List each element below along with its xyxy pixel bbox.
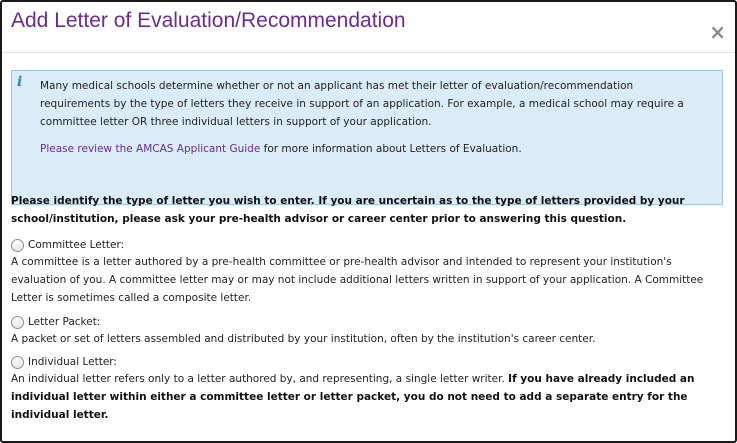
option-individual-letter[interactable] — [11, 354, 117, 370]
info-link-line — [40, 140, 522, 158]
info-box — [11, 70, 723, 205]
modal-header — [2, 2, 735, 53]
info-text: Many medical schools determine whether or not an applicant has met their letter of evaluation/recommendation requirements by the type of letters they receive in support of an application. For example, a medical school may require a committee letter OR three individual letters in support of your application. — [40, 80, 684, 128]
committee-letter-label[interactable]: Committee Letter: — [28, 239, 125, 251]
info-icon: i — [17, 74, 23, 90]
letter-type-prompt: Please identify the type of letter you wish to enter. If you are uncertain as to the type of letters provided by your school/institution, please ask your pre-health advisor or career center prior to answering this question. — [11, 195, 685, 225]
individual-letter-text: An individual letter refers only to a letter authored by, and representing, a single letter writer. — [11, 373, 509, 385]
committee-letter-description: A committee is a letter authored by a pre-health committee or pre-health advisor and intended to represent your institution's evaluation of you. A committee letter may or may not include additional letters written in support of your application. A Committee Letter is sometimes called a composite letter. — [11, 256, 704, 304]
option-committee-letter[interactable] — [11, 237, 124, 253]
letter-packet-label[interactable]: Letter Packet: — [28, 316, 101, 328]
info-link-suffix: for more information about Letters of Evaluation. — [260, 143, 522, 155]
individual-letter-label[interactable]: Individual Letter: — [28, 356, 117, 368]
individual-letter-radio[interactable] — [11, 356, 24, 369]
individual-letter-description — [11, 370, 726, 424]
close-icon[interactable]: × — [709, 20, 726, 44]
letter-packet-description: A packet or set of letters assembled and distributed by your institution, often by the institution's career center. — [11, 333, 596, 345]
option-letter-packet[interactable] — [11, 314, 100, 330]
modal-title: Add Letter of Evaluation/Recommendation — [11, 9, 406, 32]
letter-packet-radio[interactable] — [11, 316, 24, 329]
amcas-guide-link[interactable]: Please review the AMCAS Applicant Guide — [40, 143, 261, 155]
individual-letter-note: If you have already included an individual letter within either a committee letter or letter packet, you do not need to add a separate entry for the individual letter. — [11, 373, 695, 421]
committee-letter-radio[interactable] — [11, 239, 24, 252]
